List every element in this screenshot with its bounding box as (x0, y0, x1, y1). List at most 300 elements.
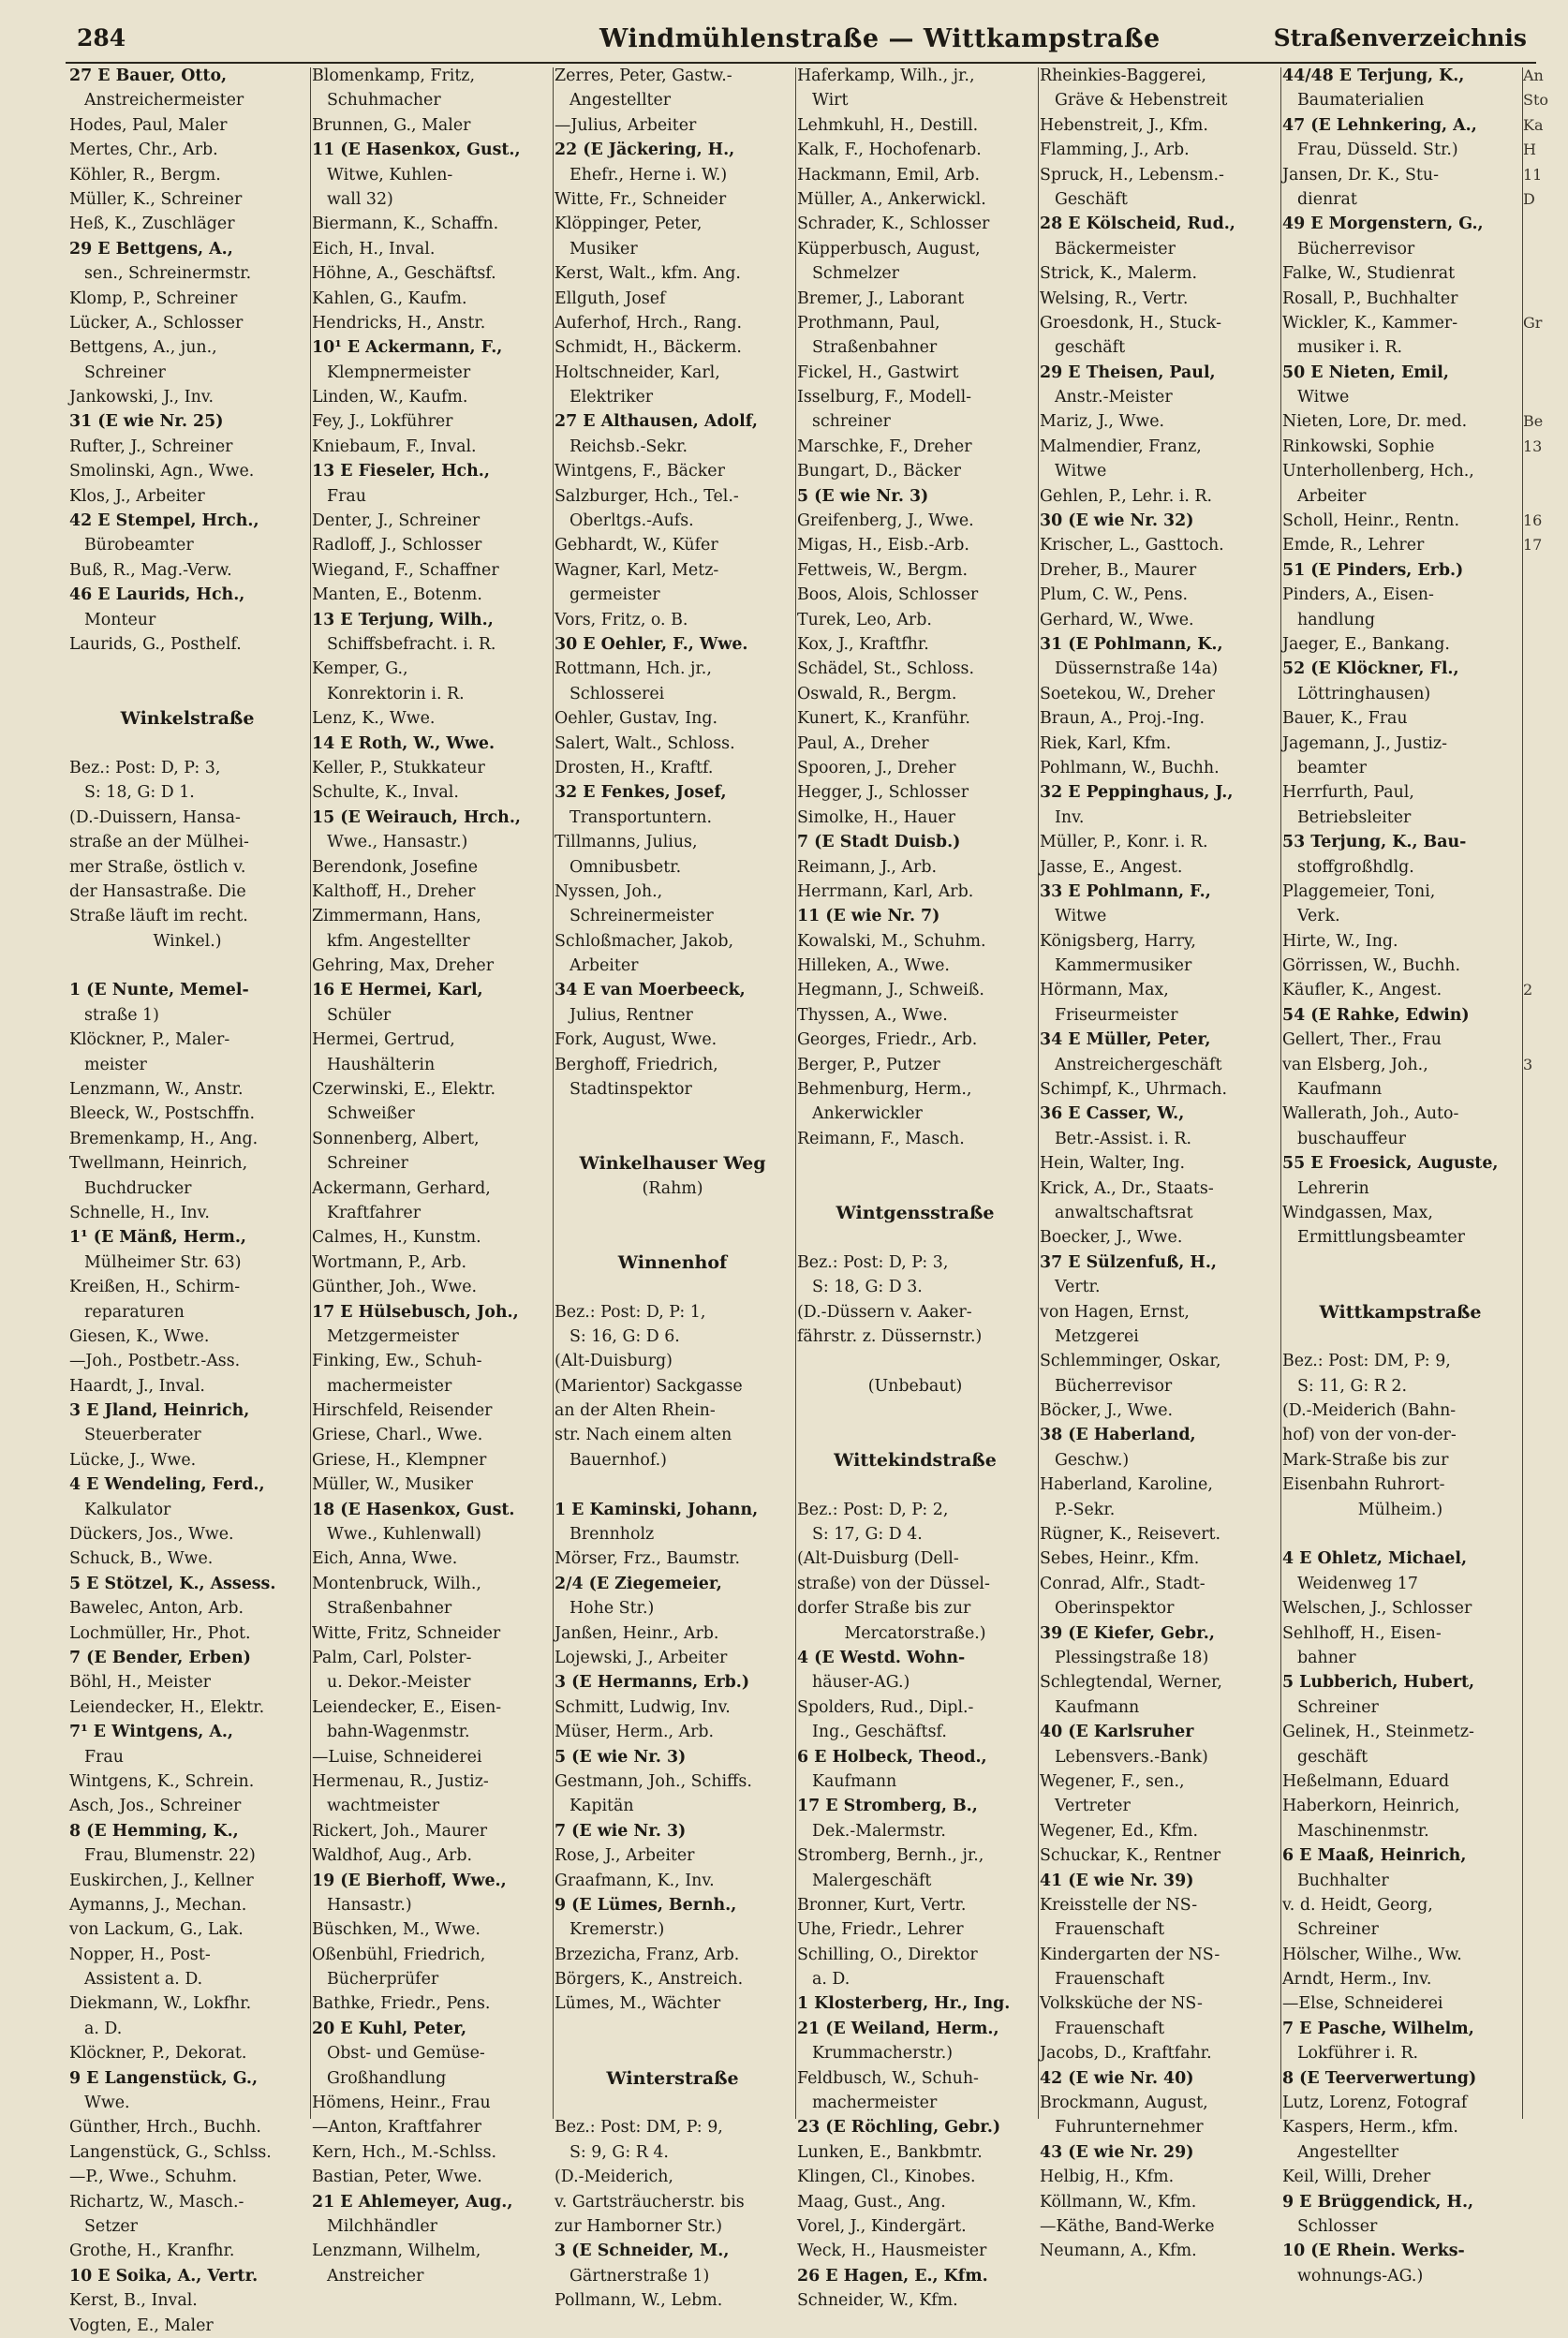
directory-entry: 20 E Kuhl, Peter, (312, 2019, 467, 2038)
directory-entry: Hein, Walter, Ing. (1040, 1154, 1186, 1174)
directory-entry: Pollmann, W., Lebm. (555, 2291, 723, 2311)
directory-entry: (D.-Düssern v. Aaker- (797, 1302, 972, 1322)
next-page-edge (1523, 64, 1549, 2124)
directory-entry: 7 (E wie Nr. 3) (555, 1821, 687, 1841)
entry-continuation: Stadtinspektor (570, 1080, 692, 1100)
directory-entry: Jaeger, E., Bankang. (1282, 634, 1450, 654)
spacer (555, 2041, 791, 2065)
directory-entry: Schulte, K., Inval. (312, 783, 459, 803)
edge-fragment (1523, 732, 1544, 756)
directory-entry: Klos, J., Arbeiter (69, 486, 205, 506)
directory-entry: Wintgens, K., Schrein. (69, 1771, 255, 1791)
directory-entry: 29 E Bettgens, A., (69, 239, 233, 259)
directory-entry: Schuck, B., Wwe. (69, 1549, 214, 1569)
directory-entry: Schädel, St., Schloss. (797, 659, 975, 679)
entry-continuation: wohnungs-AG.) (1297, 2266, 1424, 2286)
directory-entry: Klomp, P., Schreiner (69, 289, 238, 308)
directory-entry: 21 (E Weiland, Herm., (797, 2019, 999, 2038)
directory-entry: Jagemann, J., Justiz- (1282, 733, 1447, 753)
directory-entry: Rickert, Joh., Maurer (312, 1821, 488, 1841)
directory-entry: 27 E Althausen, Adolf, (555, 412, 758, 432)
entry-continuation: Maschinenmstr. (1297, 1821, 1429, 1841)
entry-continuation: Buchdrucker (84, 1178, 192, 1198)
spacer (797, 1151, 1033, 1176)
directory-entry: Smolinski, Agn., Wwe. (69, 462, 255, 481)
directory-entry: Gehring, Max, Dreher (312, 956, 495, 976)
directory-entry: Auferhof, Hrch., Rang. (555, 313, 743, 333)
directory-entry: Sehlhoff, H., Eisen- (1282, 1623, 1442, 1643)
spacer (555, 2091, 791, 2115)
entry-continuation: Krummacherstr.) (812, 2044, 954, 2064)
directory-entry: (D.-Duissern, Hansa- (69, 807, 241, 827)
edge-fragment (1523, 929, 1544, 954)
directory-entry: 5 (E wie Nr. 3) (797, 486, 929, 506)
directory-entry: Berger, P., Putzer (797, 1055, 940, 1074)
directory-entry: Kerst, Walt., kfm. Ang. (555, 264, 741, 284)
directory-entry: Klöppinger, Peter, (555, 215, 703, 234)
directory-entry: 54 (E Rahke, Edwin) (1282, 1005, 1470, 1025)
directory-entry: Schlemminger, Oskar, (1040, 1352, 1221, 1371)
directory-column-3 (555, 64, 791, 2311)
directory-entry: Hermenau, R., Justiz- (312, 1771, 489, 1791)
directory-entry: Fey, J., Lokführer (312, 412, 453, 432)
directory-entry: Laurids, G., Posthelf. (69, 634, 242, 654)
entry-continuation: Großhandlung (327, 2068, 447, 2088)
entry-continuation: Schlosser (1297, 2216, 1378, 2236)
directory-entry: —P., Wwe., Schuhm. (69, 2168, 238, 2187)
directory-entry: Kahlen, G., Kaufm. (312, 289, 467, 308)
entry-continuation: Frau (84, 1747, 124, 1767)
directory-entry: Janßen, Heinr., Arb. (555, 1623, 719, 1643)
directory-entry: Lutz, Lorenz, Fotograf (1282, 2094, 1468, 2113)
edge-fragment: 17 (1523, 536, 1543, 555)
street-heading: Wittkampstraße (1319, 1301, 1482, 1323)
entry-continuation: Elektriker (570, 388, 654, 407)
directory-entry: Mertes, Chr., Arb. (69, 141, 218, 160)
directory-entry: Soetekou, W., Dreher (1040, 684, 1215, 703)
entry-continuation: Witwe (1055, 907, 1107, 926)
directory-column-5 (1040, 64, 1276, 2261)
edge-fragment: Gr (1523, 313, 1543, 332)
directory-columns (69, 64, 1549, 2335)
directory-entry: Kreisstelle der NS- (1040, 1895, 1198, 1915)
directory-entry: Malmendier, Franz, (1040, 437, 1202, 456)
directory-entry: Gehlen, P., Lehr. i. R. (1040, 486, 1212, 506)
spacer (555, 1127, 791, 1151)
entry-continuation: Düssernstraße 14a) (1055, 659, 1219, 679)
directory-entry: Reimann, F., Masch. (797, 1129, 965, 1148)
entry-continuation: Angestellter (1297, 2142, 1399, 2162)
entry-continuation: Witwe (1055, 462, 1107, 481)
entry-continuation: bahner (1297, 1649, 1356, 1667)
directory-entry: str. Nach einem alten (555, 1426, 732, 1445)
street-note: Mercatorstraße.) (844, 1623, 986, 1643)
directory-entry: —Julius, Arbeiter (555, 115, 697, 135)
directory-entry: 28 E Kölscheid, Rud., (1040, 215, 1235, 234)
directory-entry: 7 (E Bender, Erben) (69, 1649, 251, 1667)
directory-entry: Nieten, Lore, Dr. med. (1282, 412, 1468, 432)
directory-entry: Müller, A., Ankerwickl. (797, 189, 986, 209)
directory-entry: Keller, P., Stukkateur (312, 758, 485, 777)
directory-entry: Giesen, K., Wwe. (69, 1326, 210, 1346)
entry-continuation: Bäckermeister (1055, 239, 1176, 259)
entry-continuation: Lokführer i. R. (1297, 2044, 1419, 2064)
entry-continuation: Betriebsleiter (1297, 807, 1412, 827)
directory-entry: Küpperbusch, August, (797, 239, 981, 259)
directory-entry: Bremer, J., Laborant (797, 289, 965, 308)
directory-entry: Kox, J., Kraftfhr. (797, 634, 929, 654)
directory-entry: Simolke, H., Hauer (797, 807, 955, 827)
directory-entry: Lenzmann, Wilhelm, (312, 2242, 481, 2261)
directory-entry: Bungart, D., Bäcker (797, 462, 961, 481)
directory-entry: Spolders, Rud., Dipl.- (797, 1697, 974, 1717)
edge-fragment (1523, 237, 1544, 261)
directory-entry: van Elsberg, Joh., (1282, 1055, 1428, 1074)
edge-fragment (1523, 830, 1544, 854)
directory-entry: 1 Klosterberg, Hr., Ing. (797, 1994, 1011, 2014)
directory-entry: Gellert, Ther., Frau (1282, 1030, 1442, 1050)
directory-entry: Drosten, H., Kraftf. (555, 758, 714, 777)
directory-entry: 31 (E wie Nr. 25) (69, 412, 224, 432)
directory-entry: Waldhof, Aug., Arb. (312, 1846, 472, 1866)
entry-continuation: Löttringhausen) (1297, 684, 1431, 703)
directory-entry: 5 Lubberich, Hubert, (1282, 1673, 1475, 1693)
directory-entry: 32 E Fenkes, Josef, (555, 783, 727, 803)
directory-entry: Richartz, W., Masch.- (69, 2192, 244, 2212)
directory-entry: Heß, K., Zuschläger (69, 215, 235, 234)
edge-fragment: D (1523, 189, 1535, 208)
entry-continuation: Arbeiter (570, 956, 639, 976)
entry-continuation: Ehefr., Herne i. W.) (570, 165, 728, 185)
street-heading: Wintgensstraße (836, 1202, 995, 1223)
street-note: (Unbebaut) (867, 1376, 963, 1396)
entry-continuation: Obst- und Gemüse- (327, 2044, 485, 2064)
entry-continuation: Kammermusiker (1055, 956, 1192, 976)
entry-continuation: Angestellter (570, 91, 672, 111)
directory-entry: 3 (E Hermanns, Erb.) (555, 1673, 750, 1693)
entry-continuation: Frauenschaft (1055, 1970, 1165, 1990)
entry-continuation: Wwe., Kuhlenwall) (327, 1525, 481, 1545)
directory-entry: 52 (E Klöckner, Fl., (1282, 659, 1459, 679)
entry-continuation: Plessingstraße 18) (1055, 1649, 1209, 1667)
entry-continuation: S: 18, G: D 3. (812, 1278, 923, 1297)
directory-entry: Bez.: Post: D, P: 1, (555, 1302, 706, 1322)
entry-continuation: Buchhalter (1297, 1871, 1389, 1890)
directory-entry: Schmitt, Ludwig, Inv. (555, 1697, 731, 1717)
directory-entry: fährstr. z. Düssernstr.) (797, 1326, 983, 1346)
entry-continuation: meister (84, 1055, 147, 1074)
entry-continuation: Bücherrevisor (1055, 1376, 1173, 1396)
directory-entry: Wickler, K., Kammer- (1282, 313, 1458, 333)
entry-continuation: Oberltgs.-Aufs. (570, 511, 694, 531)
directory-entry: 17 E Stromberg, B., (797, 1797, 978, 1816)
entry-continuation: Lebensvers.-Bank) (1055, 1747, 1208, 1767)
entry-continuation: Vertr. (1055, 1278, 1101, 1297)
directory-entry: Lenz, K., Wwe. (312, 709, 436, 729)
directory-entry: 29 E Theisen, Paul, (1040, 363, 1216, 382)
spacer (555, 1102, 791, 1126)
directory-entry: Eisenbahn Ruhrort- (1282, 1475, 1445, 1495)
directory-entry: Jacobs, D., Kraftfahr. (1040, 2044, 1212, 2064)
directory-entry: Holtschneider, Karl, (555, 363, 720, 382)
entry-continuation: handlung (1297, 610, 1375, 629)
directory-entry: Reimann, J., Arb. (797, 857, 938, 877)
directory-entry: Büschken, M., Wwe. (312, 1920, 481, 1940)
entry-continuation: Monteur (84, 610, 156, 629)
edge-fragment (1523, 583, 1544, 607)
directory-entry: Krischer, L., Gasttoch. (1040, 536, 1224, 555)
spacer (797, 1349, 1033, 1373)
directory-entry: Isselburg, F., Modell- (797, 388, 972, 407)
directory-entry: Spooren, J., Dreher (797, 758, 956, 777)
directory-entry: v. Gartsträucherstr. bis (555, 2192, 745, 2212)
entry-continuation: Anstreicher (327, 2266, 424, 2286)
entry-continuation: Schreiner (84, 363, 166, 382)
directory-entry: —Joh., Postbetr.-Ass. (69, 1352, 241, 1371)
directory-entry: 51 (E Pinders, Erb.) (1282, 560, 1464, 580)
directory-entry: 42 (E wie Nr. 40) (1040, 2068, 1194, 2088)
directory-entry: Brockmann, August, (1040, 2094, 1208, 2113)
directory-entry: Schimpf, K., Uhrmach. (1040, 1080, 1227, 1100)
directory-entry: Oehler, Gustav, Ing. (555, 709, 717, 729)
spacer (69, 954, 305, 978)
directory-entry: 9 (E Lümes, Bernh., (555, 1895, 737, 1915)
spacer (1282, 1324, 1518, 1349)
directory-entry: 34 E van Moerbeeck, (555, 981, 746, 1000)
entry-continuation: Bücherrevisor (1297, 239, 1415, 259)
spacer (1282, 1250, 1518, 1275)
directory-entry: Griese, Charl., Wwe. (312, 1426, 483, 1445)
directory-entry: Hörmann, Max, (1040, 981, 1169, 1000)
entry-continuation: Ankerwickler (812, 1104, 923, 1124)
directory-entry: 43 (E wie Nr. 29) (1040, 2142, 1194, 2162)
entry-continuation: Kaufmann (812, 1771, 897, 1791)
directory-entry: Lücker, A., Schlosser (69, 313, 244, 333)
edge-fragment (1523, 287, 1544, 311)
entry-continuation: sen., Schreinermstr. (84, 264, 252, 284)
entry-continuation: busch​auffeur (1297, 1129, 1406, 1148)
entry-continuation: Friseurmeister (1055, 1005, 1178, 1025)
street-heading: Winterstraße (606, 2067, 739, 2089)
directory-entry: Windgassen, Max, (1282, 1203, 1433, 1222)
directory-entry: 55 E Froesick, Auguste, (1282, 1154, 1499, 1174)
directory-entry: Bastian, Peter, Wwe. (312, 2168, 482, 2187)
entry-continuation: Schuhmacher (327, 91, 441, 111)
directory-entry: Hermei, Gertrud, (312, 1030, 455, 1050)
entry-continuation: Frau, Blumenstr. 22) (84, 1846, 256, 1866)
directory-entry: Graafmann, K., Inv. (555, 1871, 715, 1890)
directory-entry: Twellmann, Heinrich, (69, 1154, 248, 1174)
edge-fragment (1523, 608, 1544, 632)
directory-entry: 49 E Morgenstern, G., (1282, 215, 1484, 234)
directory-entry: Flamming, J., Arb. (1040, 141, 1190, 160)
directory-entry: Kern, Hch., M.-Schlss. (312, 2142, 497, 2162)
entry-continuation: wachtmeister (327, 1797, 440, 1816)
edge-fragment (1523, 1003, 1544, 1028)
directory-entry: Börgers, K., Anstreich. (555, 1970, 744, 1990)
edge-fragment (1523, 558, 1544, 583)
spacer (555, 1472, 791, 1497)
entry-continuation: S: 17, G: D 4. (812, 1525, 923, 1545)
directory-entry: Linden, W., Kaufm. (312, 388, 468, 407)
directory-entry: Rügner, K., Reisevert. (1040, 1525, 1221, 1545)
directory-entry: Tillmanns, Julius, (555, 833, 698, 852)
entry-continuation: Verk. (1297, 907, 1340, 926)
entry-continuation: Schmelzer (812, 264, 899, 284)
directory-entry: Berghoff, Friedrich, (555, 1055, 718, 1074)
directory-entry: Langenstück, G., Schlss. (69, 2142, 272, 2162)
edge-fragment (1523, 682, 1544, 706)
entry-continuation: Schreiner (327, 1154, 408, 1174)
directory-entry: Rinkowski, Sophie (1282, 437, 1435, 456)
directory-entry: Fickel, H., Gastwirt (797, 363, 959, 382)
directory-entry: Nopper, H., Post- (69, 1945, 211, 1964)
entry-continuation: Witwe (1297, 388, 1350, 407)
directory-entry: Arndt, Herm., Inv. (1282, 1970, 1432, 1990)
directory-entry: Kowalski, M., Schuhm. (797, 931, 986, 951)
directory-entry: Wegener, Ed., Kfm. (1040, 1821, 1198, 1841)
directory-entry: Biermann, K., Schaffn. (312, 215, 499, 234)
edge-fragment (1523, 880, 1544, 904)
directory-entry: Wegener, F., sen., (1040, 1771, 1185, 1791)
directory-entry: 21 E Ahlemeyer, Aug., (312, 2192, 513, 2212)
entry-continuation: stoffgroßhdlg. (1297, 857, 1414, 877)
directory-entry: Rheinkies-Baggerei, (1040, 67, 1206, 85)
directory-entry: Palm, Carl, Polster- (312, 1649, 472, 1667)
directory-entry: an der Alten Rhein- (555, 1401, 716, 1421)
entry-continuation: Betr.-Assist. i. R. (1055, 1129, 1192, 1148)
edge-fragment (1523, 385, 1544, 409)
directory-entry: Rufter, J., Schreiner (69, 437, 233, 456)
directory-entry: Klingen, Cl., Kinobes. (797, 2168, 976, 2187)
directory-entry: Bez.: Post: D, P: 3, (69, 758, 221, 777)
spacer (797, 1398, 1033, 1423)
directory-entry: Hilleken, A., Wwe. (797, 956, 950, 976)
directory-entry: der Hansastraße. Die (69, 881, 246, 901)
entry-continuation: Klempnermeister (327, 363, 471, 382)
directory-entry: Müser, Herm., Arb. (555, 1723, 715, 1742)
entry-continuation: S: 11, G: R 2. (1297, 1376, 1407, 1396)
directory-entry: 2/4 (E Ziegemeier, (555, 1574, 722, 1593)
directory-entry: Hackmann, Emil, Arb. (797, 165, 981, 185)
directory-entry: 8 (E Hemming, K., (69, 1821, 239, 1841)
directory-entry: Kunert, K., Kranführ. (797, 709, 970, 729)
directory-entry: 3 E Jland, Heinrich, (69, 1401, 250, 1421)
directory-entry: Haberkorn, Heinrich, (1282, 1797, 1460, 1816)
entry-continuation: germeister (570, 585, 660, 605)
directory-entry: Haardt, J., Inval. (69, 1376, 205, 1396)
entry-continuation: Ermittlungsbeamter (1297, 1228, 1465, 1248)
directory-entry: Köllmann, W., Kfm. (1040, 2192, 1197, 2212)
directory-entry: (D.-Meiderich, (555, 2168, 673, 2187)
directory-entry: Calmes, H., Kunstm. (312, 1228, 481, 1248)
directory-entry: Greifenberg, J., Wwe. (797, 511, 974, 531)
entry-continuation: Bürobeamter (84, 536, 194, 555)
spacer (555, 1225, 791, 1250)
edge-fragment (1523, 212, 1544, 236)
directory-entry: Kalk, F., Hochofenarb. (797, 141, 982, 160)
directory-entry: Kindergarten der NS- (1040, 1945, 1220, 1964)
directory-entry: Eich, Anna, Wwe. (312, 1549, 458, 1569)
directory-entry: Czerwinski, E., Elektr. (312, 1080, 496, 1100)
entry-continuation: Anstreichergeschäft (1055, 1055, 1222, 1074)
directory-entry: 36 E Casser, W., (1040, 1104, 1185, 1124)
directory-entry: Grothe, H., Kranfhr. (69, 2242, 235, 2261)
entry-continuation: beamter (1297, 758, 1367, 777)
edge-fragment (1523, 632, 1544, 657)
directory-entry: straße an der Mülhei- (69, 833, 249, 852)
directory-entry: Bleeck, W., Postschffn. (69, 1104, 256, 1124)
directory-entry: (Marientor) Sackgasse (555, 1376, 743, 1396)
directory-entry: Turek, Leo, Arb. (797, 610, 932, 629)
entry-continuation: musiker i. R. (1297, 338, 1403, 358)
edge-fragment: 3 (1523, 1055, 1533, 1073)
edge-fragment: An (1523, 67, 1544, 84)
edge-fragment (1523, 780, 1544, 805)
directory-entry: —Anton, Kraftfahrer (312, 2118, 481, 2138)
entry-continuation: Bücherprüfer (327, 1970, 439, 1990)
directory-entry: Schmidt, H., Bäckerm. (555, 338, 742, 358)
directory-entry: Volksküche der NS- (1040, 1994, 1203, 2014)
directory-entry: 17 E Hülsebusch, Joh., (312, 1302, 519, 1322)
directory-entry: 10¹ E Ackermann, F., (312, 338, 503, 358)
entry-continuation: Straßenbahner (327, 1599, 452, 1619)
directory-entry: 7¹ E Wintgens, A., (69, 1723, 233, 1742)
directory-entry: Behmenburg, Herm., (797, 1080, 972, 1100)
directory-entry: Plaggemeier, Toni, (1282, 881, 1436, 901)
street-heading: Winkelstraße (120, 708, 255, 730)
directory-entry: Vogten, E., Maler (69, 2316, 214, 2335)
directory-entry: Dreher, B., Maurer (1040, 560, 1197, 580)
directory-entry: Rose, J., Arbeiter (555, 1846, 695, 1866)
entry-continuation: Wirt (812, 91, 849, 111)
directory-entry: 4 E Ohletz, Michael, (1282, 1549, 1468, 1569)
entry-continuation: Brennholz (570, 1525, 655, 1545)
edge-fragment (1523, 855, 1544, 880)
entry-continuation: häuser-AG.) (812, 1673, 910, 1693)
entry-continuation: Malergeschäft (812, 1871, 932, 1890)
spacer (797, 1423, 1033, 1447)
directory-entry: Bez.: Post: DM, P: 9, (1282, 1352, 1451, 1371)
edge-fragment (1523, 1028, 1544, 1052)
entry-continuation: Assistent a. D. (84, 1970, 203, 1990)
directory-entry: 26 E Hagen, E., Kfm. (797, 2266, 988, 2286)
entry-continuation: Frauenschaft (1055, 1920, 1165, 1940)
directory-entry: Finking, Ew., Schuh- (312, 1352, 482, 1371)
directory-entry: Bez.: Post: DM, P: 9, (555, 2118, 723, 2138)
directory-entry: Braun, A., Proj.-Ing. (1040, 709, 1206, 729)
street-heading: Wittekindstraße (834, 1449, 997, 1471)
directory-entry: Witte, Fritz, Schneider (312, 1623, 501, 1643)
directory-entry: —Else, Schneiderei (1282, 1994, 1443, 2014)
section-label: Straßenverzeichnis (1273, 24, 1527, 52)
directory-entry: Salert, Walt., Schloss. (555, 733, 735, 753)
entry-continuation: Schreiner (1297, 1920, 1379, 1940)
spacer (69, 732, 305, 756)
directory-entry: Bez.: Post: D, P: 3, (797, 1252, 949, 1272)
entry-continuation: Anstreichermeister (84, 91, 244, 111)
directory-entry: 33 E Pohlmann, F., (1040, 881, 1211, 901)
entry-continuation: wall 32) (327, 189, 393, 209)
directory-entry: Görrissen, W., Buchh. (1282, 956, 1461, 976)
spacer (555, 1201, 791, 1225)
entry-continuation: Oberinspektor (1055, 1599, 1175, 1619)
directory-entry: 38 (E Haberland, (1040, 1426, 1196, 1445)
directory-entry: Vors, Fritz, o. B. (555, 610, 688, 629)
directory-entry: Haferkamp, Wilh., jr., (797, 67, 975, 85)
spacer (1282, 1275, 1518, 1299)
page-header (66, 21, 1536, 64)
